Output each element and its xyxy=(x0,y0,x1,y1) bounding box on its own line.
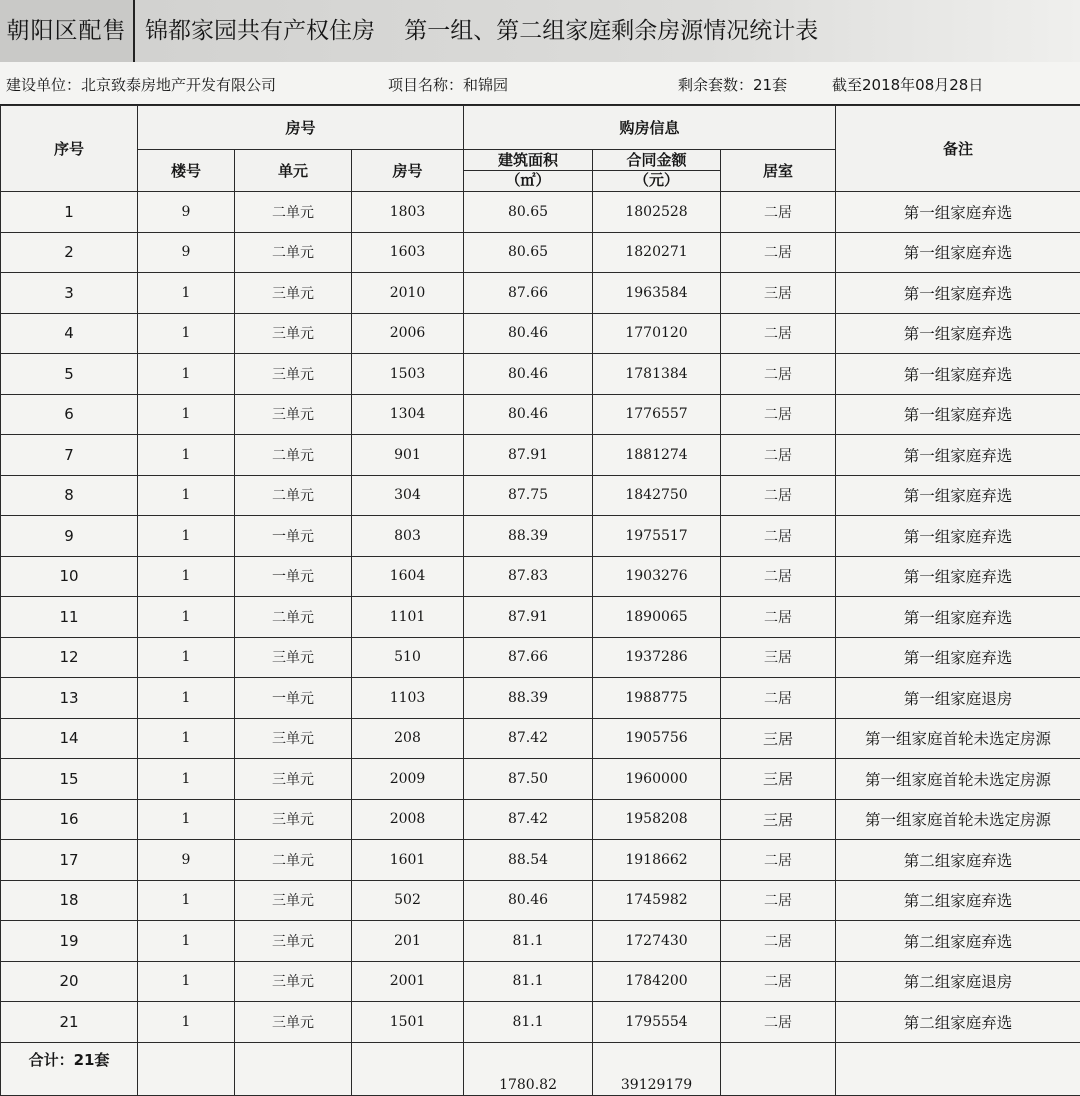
cell-index: 16 xyxy=(1,799,138,840)
cell-building: 1 xyxy=(138,273,235,314)
cell-amount: 1842750 xyxy=(593,475,721,516)
cell-index: 17 xyxy=(1,840,138,881)
cell-amount: 1960000 xyxy=(593,759,721,800)
cell-note: 第一组家庭弃选 xyxy=(836,475,1080,516)
cell-area: 80.46 xyxy=(464,394,593,435)
cell-room: 1604 xyxy=(352,556,464,597)
cell-unit: 三单元 xyxy=(235,637,352,678)
housing-table xyxy=(0,105,1080,1096)
cell-area: 87.42 xyxy=(464,799,593,840)
header-area xyxy=(464,150,593,192)
table-row xyxy=(1,799,1080,840)
cell-note: 第一组家庭弃选 xyxy=(836,273,1080,314)
cell-building: 1 xyxy=(138,313,235,354)
header-area-unit: （㎡） xyxy=(464,171,592,190)
cell-note: 第一组家庭弃选 xyxy=(836,394,1080,435)
table-row xyxy=(1,394,1080,435)
title-bar xyxy=(0,0,1080,62)
cell-unit: 三单元 xyxy=(235,1002,352,1043)
cell-index: 10 xyxy=(1,556,138,597)
cell-room-type: 二居 xyxy=(721,678,836,719)
cell-room-type: 二居 xyxy=(721,556,836,597)
cell-unit: 三单元 xyxy=(235,921,352,962)
builder-info: 建设单位：北京致泰房地产开发有限公司 xyxy=(6,66,276,104)
header-room-group: 房号 xyxy=(138,106,464,150)
cell-index: 5 xyxy=(1,354,138,395)
cell-area: 88.39 xyxy=(464,678,593,719)
cell-amount: 1903276 xyxy=(593,556,721,597)
cell-index: 9 xyxy=(1,516,138,557)
header-area-label: 建筑面积 xyxy=(464,151,593,171)
cell-room: 901 xyxy=(352,435,464,476)
cell-room-type: 二居 xyxy=(721,880,836,921)
cell-amount: 1958208 xyxy=(593,799,721,840)
cell-unit: 三单元 xyxy=(235,273,352,314)
total-label: 合计：21套 xyxy=(1,1042,138,1095)
cell-area: 87.91 xyxy=(464,597,593,638)
header-room: 房号 xyxy=(352,150,464,192)
header-amount-label: 合同金额 xyxy=(593,151,721,171)
table-row xyxy=(1,192,1080,233)
cell-note: 第一组家庭首轮未选定房源 xyxy=(836,718,1080,759)
cell-room: 1503 xyxy=(352,354,464,395)
total-amount: 39129179 xyxy=(593,1042,721,1095)
project-info: 项目名称：和锦园 xyxy=(388,66,508,104)
cell-room-type: 三居 xyxy=(721,718,836,759)
cell-room: 2001 xyxy=(352,961,464,1002)
cell-room-type: 二居 xyxy=(721,435,836,476)
cell-room-type: 二居 xyxy=(721,840,836,881)
cell-note: 第一组家庭首轮未选定房源 xyxy=(836,759,1080,800)
table-row xyxy=(1,678,1080,719)
cell-index: 13 xyxy=(1,678,138,719)
cell-unit: 一单元 xyxy=(235,516,352,557)
cell-unit: 三单元 xyxy=(235,354,352,395)
total-empty-cell xyxy=(235,1042,352,1095)
table-row xyxy=(1,475,1080,516)
cell-building: 1 xyxy=(138,597,235,638)
cell-area: 88.54 xyxy=(464,840,593,881)
cell-unit: 二单元 xyxy=(235,597,352,638)
cell-room: 201 xyxy=(352,921,464,962)
cell-building: 1 xyxy=(138,961,235,1002)
total-empty-cell xyxy=(721,1042,836,1095)
cell-room: 304 xyxy=(352,475,464,516)
cell-note: 第二组家庭弃选 xyxy=(836,1002,1080,1043)
cell-room: 1304 xyxy=(352,394,464,435)
cell-note: 第一组家庭弃选 xyxy=(836,637,1080,678)
cell-note: 第二组家庭弃选 xyxy=(836,880,1080,921)
header-index: 序号 xyxy=(1,106,138,192)
table-row xyxy=(1,840,1080,881)
cell-building: 1 xyxy=(138,799,235,840)
cell-unit: 三单元 xyxy=(235,880,352,921)
cell-note: 第一组家庭弃选 xyxy=(836,192,1080,233)
cell-area: 81.1 xyxy=(464,921,593,962)
cell-note: 第一组家庭弃选 xyxy=(836,556,1080,597)
cell-area: 80.46 xyxy=(464,354,593,395)
cell-amount: 1890065 xyxy=(593,597,721,638)
header-amount xyxy=(593,150,721,192)
cell-amount: 1781384 xyxy=(593,354,721,395)
cell-room: 2010 xyxy=(352,273,464,314)
cell-amount: 1988775 xyxy=(593,678,721,719)
cell-unit: 二单元 xyxy=(235,232,352,273)
table-row xyxy=(1,232,1080,273)
cell-amount: 1975517 xyxy=(593,516,721,557)
cell-index: 8 xyxy=(1,475,138,516)
cell-building: 9 xyxy=(138,232,235,273)
total-row xyxy=(1,1042,1080,1095)
table-row xyxy=(1,597,1080,638)
cell-room: 803 xyxy=(352,516,464,557)
table-row xyxy=(1,313,1080,354)
cell-index: 19 xyxy=(1,921,138,962)
cell-unit: 一单元 xyxy=(235,678,352,719)
cell-room-type: 二居 xyxy=(721,921,836,962)
cell-note: 第二组家庭弃选 xyxy=(836,840,1080,881)
cell-unit: 二单元 xyxy=(235,192,352,233)
table-row xyxy=(1,1002,1080,1043)
cell-room-type: 二居 xyxy=(721,475,836,516)
cell-building: 1 xyxy=(138,759,235,800)
cell-area: 80.46 xyxy=(464,880,593,921)
cell-room: 1603 xyxy=(352,232,464,273)
cell-area: 80.65 xyxy=(464,232,593,273)
cell-building: 1 xyxy=(138,1002,235,1043)
total-empty-cell xyxy=(352,1042,464,1095)
cell-amount: 1937286 xyxy=(593,637,721,678)
document-title: 锦都家园共有产权住房 第一组、第二组家庭剩余房源情况统计表 xyxy=(135,0,1080,62)
table-row xyxy=(1,273,1080,314)
cell-room: 1501 xyxy=(352,1002,464,1043)
cell-unit: 一单元 xyxy=(235,556,352,597)
cell-index: 3 xyxy=(1,273,138,314)
header-purchase-group: 购房信息 xyxy=(464,106,836,150)
cell-unit: 三单元 xyxy=(235,799,352,840)
cell-room-type: 三居 xyxy=(721,273,836,314)
table-row xyxy=(1,921,1080,962)
cell-note: 第一组家庭退房 xyxy=(836,678,1080,719)
cell-room-type: 二居 xyxy=(721,394,836,435)
total-empty-cell xyxy=(836,1042,1080,1095)
cell-building: 1 xyxy=(138,556,235,597)
cell-building: 1 xyxy=(138,921,235,962)
cell-unit: 三单元 xyxy=(235,759,352,800)
cell-amount: 1820271 xyxy=(593,232,721,273)
table-row xyxy=(1,759,1080,800)
table-row xyxy=(1,880,1080,921)
cell-room: 510 xyxy=(352,637,464,678)
cell-note: 第一组家庭弃选 xyxy=(836,435,1080,476)
cell-area: 81.1 xyxy=(464,1002,593,1043)
header-note: 备注 xyxy=(836,106,1080,192)
cell-building: 1 xyxy=(138,718,235,759)
cell-amount: 1784200 xyxy=(593,961,721,1002)
table-row xyxy=(1,961,1080,1002)
cell-index: 12 xyxy=(1,637,138,678)
cell-amount: 1881274 xyxy=(593,435,721,476)
cell-index: 4 xyxy=(1,313,138,354)
cell-area: 87.42 xyxy=(464,718,593,759)
table-row xyxy=(1,556,1080,597)
cell-room-type: 二居 xyxy=(721,961,836,1002)
cell-room-type: 二居 xyxy=(721,516,836,557)
cell-index: 7 xyxy=(1,435,138,476)
cell-unit: 二单元 xyxy=(235,435,352,476)
cell-room-type: 三居 xyxy=(721,637,836,678)
cell-amount: 1802528 xyxy=(593,192,721,233)
cell-index: 21 xyxy=(1,1002,138,1043)
table-row xyxy=(1,435,1080,476)
cell-room-type: 二居 xyxy=(721,232,836,273)
as-of-date: 截至2018年08月28日 xyxy=(832,66,983,104)
cell-amount: 1776557 xyxy=(593,394,721,435)
cell-room: 1101 xyxy=(352,597,464,638)
cell-amount: 1918662 xyxy=(593,840,721,881)
cell-unit: 二单元 xyxy=(235,840,352,881)
header-rooms: 居室 xyxy=(721,150,836,192)
cell-area: 80.65 xyxy=(464,192,593,233)
cell-area: 87.50 xyxy=(464,759,593,800)
cell-note: 第一组家庭弃选 xyxy=(836,232,1080,273)
cell-note: 第一组家庭弃选 xyxy=(836,516,1080,557)
header-amount-unit: （元） xyxy=(593,171,720,190)
cell-building: 1 xyxy=(138,516,235,557)
cell-index: 20 xyxy=(1,961,138,1002)
cell-index: 18 xyxy=(1,880,138,921)
cell-area: 87.83 xyxy=(464,556,593,597)
cell-area: 87.66 xyxy=(464,637,593,678)
header-building: 楼号 xyxy=(138,150,235,192)
cell-area: 81.1 xyxy=(464,961,593,1002)
cell-amount: 1905756 xyxy=(593,718,721,759)
cell-building: 1 xyxy=(138,475,235,516)
header-unit: 单元 xyxy=(235,150,352,192)
cell-building: 1 xyxy=(138,354,235,395)
info-bar xyxy=(0,66,1080,105)
cell-building: 1 xyxy=(138,678,235,719)
cell-area: 87.66 xyxy=(464,273,593,314)
cell-room: 1601 xyxy=(352,840,464,881)
cell-room: 2008 xyxy=(352,799,464,840)
cell-index: 14 xyxy=(1,718,138,759)
cell-index: 1 xyxy=(1,192,138,233)
cell-unit: 三单元 xyxy=(235,718,352,759)
cell-building: 1 xyxy=(138,637,235,678)
cell-area: 87.75 xyxy=(464,475,593,516)
cell-area: 88.39 xyxy=(464,516,593,557)
cell-unit: 二单元 xyxy=(235,475,352,516)
cell-unit: 三单元 xyxy=(235,394,352,435)
cell-room: 1103 xyxy=(352,678,464,719)
table-row xyxy=(1,354,1080,395)
table-row xyxy=(1,516,1080,557)
cell-building: 1 xyxy=(138,880,235,921)
table-row xyxy=(1,637,1080,678)
cell-note: 第二组家庭退房 xyxy=(836,961,1080,1002)
cell-index: 15 xyxy=(1,759,138,800)
cell-building: 1 xyxy=(138,394,235,435)
cell-room: 208 xyxy=(352,718,464,759)
district-title: 朝阳区配售 xyxy=(0,0,135,62)
cell-building: 9 xyxy=(138,840,235,881)
cell-index: 6 xyxy=(1,394,138,435)
cell-note: 第一组家庭弃选 xyxy=(836,313,1080,354)
cell-room-type: 二居 xyxy=(721,1002,836,1043)
cell-room-type: 三居 xyxy=(721,759,836,800)
cell-note: 第一组家庭弃选 xyxy=(836,354,1080,395)
cell-room-type: 二居 xyxy=(721,313,836,354)
cell-amount: 1795554 xyxy=(593,1002,721,1043)
cell-room-type: 二居 xyxy=(721,597,836,638)
cell-note: 第一组家庭弃选 xyxy=(836,597,1080,638)
total-empty-cell xyxy=(138,1042,235,1095)
cell-room: 1803 xyxy=(352,192,464,233)
cell-note: 第一组家庭首轮未选定房源 xyxy=(836,799,1080,840)
table-row xyxy=(1,718,1080,759)
cell-index: 2 xyxy=(1,232,138,273)
cell-room-type: 二居 xyxy=(721,192,836,233)
cell-area: 80.46 xyxy=(464,313,593,354)
cell-room: 502 xyxy=(352,880,464,921)
cell-room-type: 三居 xyxy=(721,799,836,840)
cell-building: 1 xyxy=(138,435,235,476)
cell-amount: 1963584 xyxy=(593,273,721,314)
cell-unit: 三单元 xyxy=(235,313,352,354)
cell-room: 2006 xyxy=(352,313,464,354)
cell-room: 2009 xyxy=(352,759,464,800)
cell-note: 第二组家庭弃选 xyxy=(836,921,1080,962)
cell-unit: 三单元 xyxy=(235,961,352,1002)
cell-area: 87.91 xyxy=(464,435,593,476)
cell-building: 9 xyxy=(138,192,235,233)
cell-amount: 1745982 xyxy=(593,880,721,921)
total-area: 1780.82 xyxy=(464,1042,593,1095)
cell-index: 11 xyxy=(1,597,138,638)
cell-room-type: 二居 xyxy=(721,354,836,395)
remaining-info: 剩余套数：21套 xyxy=(678,66,787,104)
cell-amount: 1727430 xyxy=(593,921,721,962)
cell-amount: 1770120 xyxy=(593,313,721,354)
